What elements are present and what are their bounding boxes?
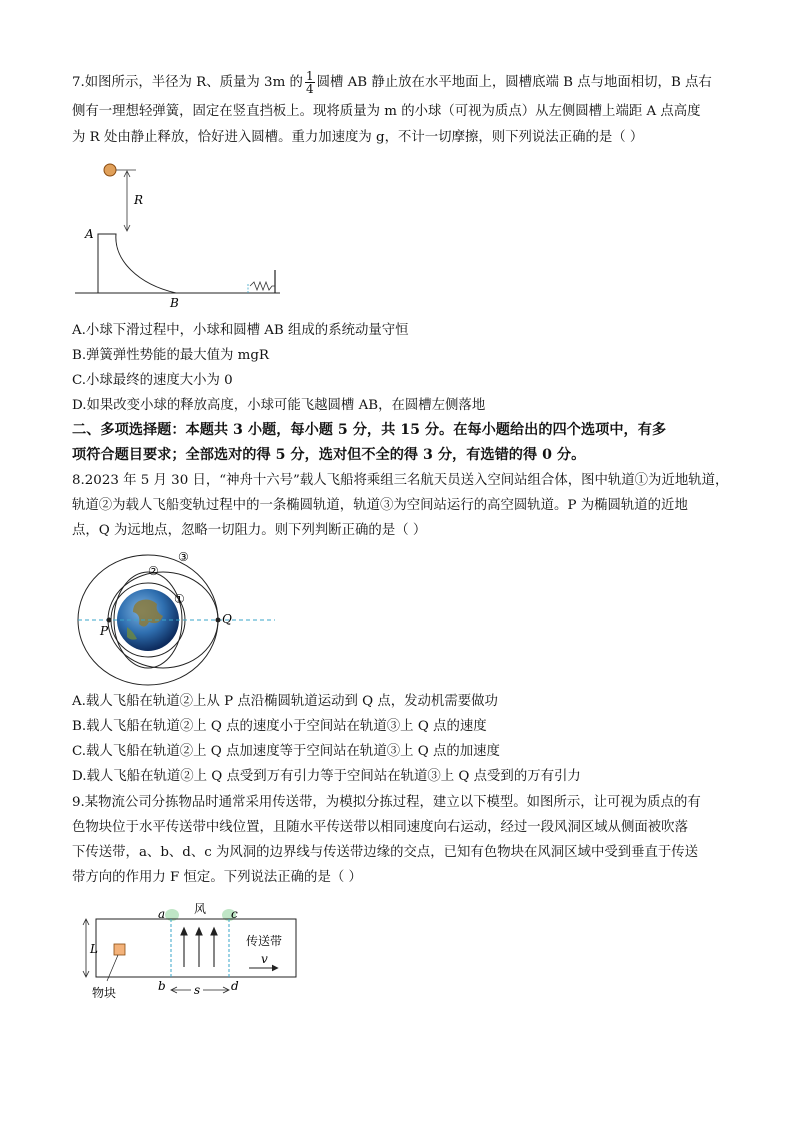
label-v: v [261,952,268,966]
q7-option-c: C.小球最终的速度大小为 0 [72,373,233,388]
q8-figure [75,545,275,685]
spring [250,282,275,290]
label-orbit-3: ③ [178,550,189,564]
circular-groove [98,234,176,293]
label-R: R [134,193,144,207]
q9-line-3: 下传送带，a、b、d、c 为风洞的边界线与传送带边缘的交点，已知有色物块在风洞区域中受到垂直于传送 [72,845,699,860]
label-A: A [85,227,94,241]
q9-figure [78,897,318,1007]
label-B: B [170,296,179,310]
q7-option-d: D.如果改变小球的释放高度，小球可能飞越圆槽 AB，在圆槽左侧落地 [72,398,486,413]
block [114,944,125,955]
q9-line-1: 9.某物流公司分拣物品时通常采用传送带，为模拟分拣过程，建立以下模型。如图所示，让可视为质点的有 [72,795,701,810]
label-orbit-2: ② [148,564,159,578]
q7-option-b: B.弹簧弹性势能的最大值为 mgR [72,348,270,363]
point-P [107,618,112,623]
label-L: L [90,942,98,956]
q9-line-4: 带方向的作用力 F 恒定。下列说法正确的是（ ） [72,870,362,885]
label-b: b [158,979,166,993]
q7-option-a: A.小球下滑过程中，小球和圆槽 AB 组成的系统动量守恒 [72,323,409,338]
q7-line-1-b: 圆槽 AB 静止放在水平地面上，圆槽底端 B 点与地面相切，B 点右 [316,75,712,90]
label-c: c [231,907,238,921]
q7-line-3: 为 R 处由静止释放，恰好进入圆槽。重力加速度为 g，不计一切摩擦，则下列说法正确的是（ ） [72,130,644,145]
label-block: 物块 [92,986,117,1000]
section2-line-2: 项符合题目要求；全部选对的得 5 分，选对但不全的得 3 分，有选错的得 0 分。 [72,447,586,463]
q8-option-d: D.载人飞船在轨道②上 Q 点受到万有引力等于空间站在轨道③上 Q 点受到的万有引力 [72,769,581,784]
q7-line-1 [72,70,712,95]
label-belt: 传送带 [246,934,283,948]
label-Q: Q [222,612,232,626]
label-P: P [100,624,109,638]
label-a: a [158,907,166,921]
point-Q [216,618,221,623]
section2-line-1: 二、多项选择题：本题共 3 小题，每小题 5 分，共 15 分。在每小题给出的四个选项中，有多 [72,422,667,438]
q8-line-3: 点，Q 为远地点，忽略一切阻力。则下列判断正确的是（ ） [72,523,427,538]
q7-line-1-a: 7.如图所示，半径为 R、质量为 3m 的 [72,75,303,90]
q8-line-1: 8.2023 年 5 月 30 日，“神舟十六号”载人飞船将乘组三名航天员送入空间站组合体，图中轨道①为近地轨道， [72,473,729,488]
q9-line-2: 色物块位于水平传送带中线位置，且随水平传送带以相同速度向右运动，经过一段风洞区域从侧面被吹落 [72,820,688,835]
label-d: d [231,979,239,993]
q8-option-b: B.载人飞船在轨道②上 Q 点的速度小于空间站在轨道③上 Q 点的速度 [72,719,487,734]
q8-line-2: 轨道②为载人飞船变轨过程中的一条椭圆轨道，轨道③为空间站运行的高空圆轨道。P 为椭圆轨道的近地 [72,498,688,513]
q8-option-a: A.载人飞船在轨道②上从 P 点沿椭圆轨道运动到 Q 点，发动机需要做功 [72,694,498,709]
label-orbit-1: ① [174,592,185,606]
q8-option-c: C.载人飞船在轨道②上 Q 点加速度等于空间站在轨道③上 Q 点的加速度 [72,744,500,759]
label-s: s [194,983,201,997]
q7-line-2: 侧有一理想轻弹簧，固定在竖直挡板上。现将质量为 m 的小球（可视为质点）从左侧圆槽上端距 A 点高度 [72,104,701,119]
quarter-fraction: $\frac{1}{4}$ [305,69,314,96]
ball [104,164,116,176]
q7-figure [70,158,290,308]
label-wind: 风 [194,902,207,916]
wind-arrows [181,928,217,967]
